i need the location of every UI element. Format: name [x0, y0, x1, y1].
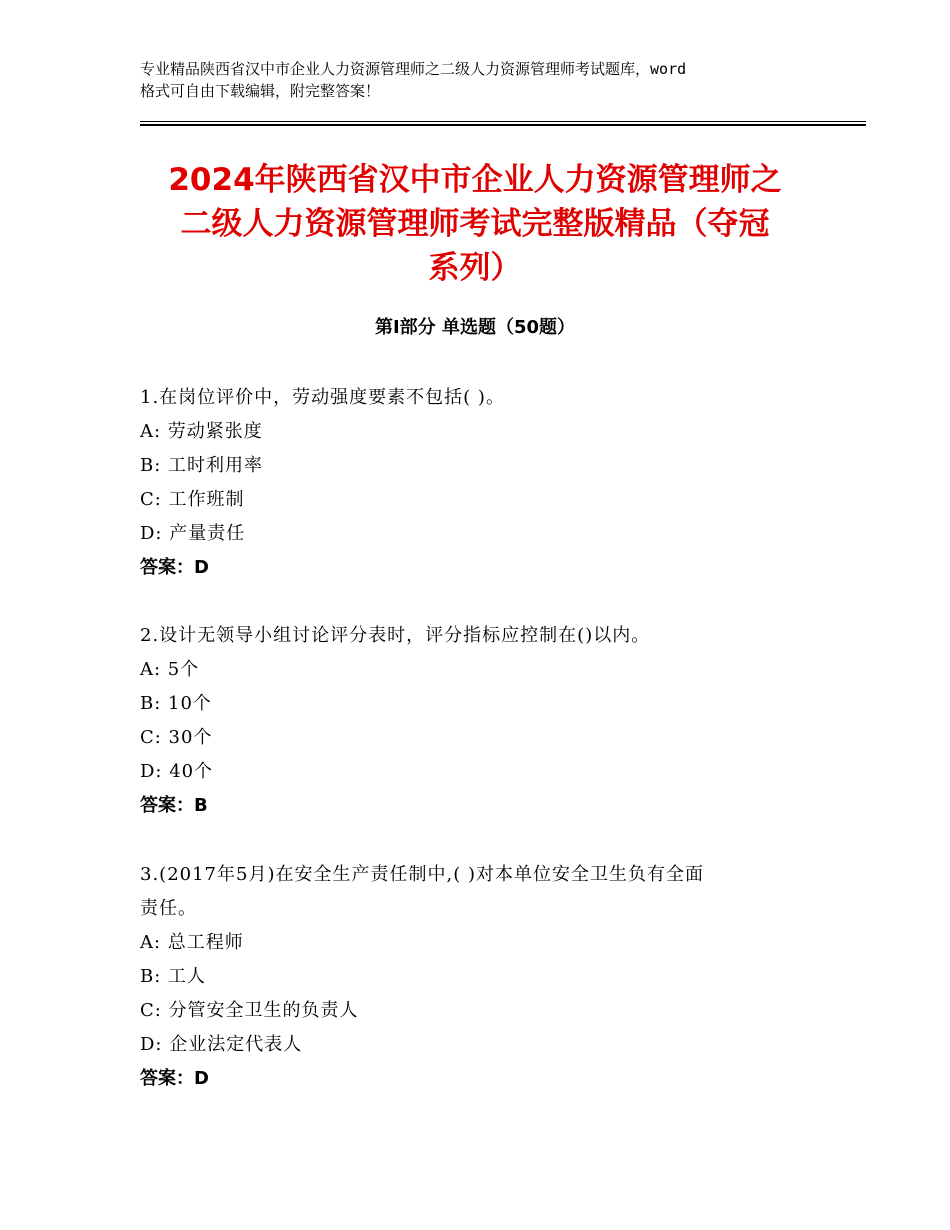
question-stem-line-1: 3.(2017年5月)在安全生产责任制中,( )对本单位安全卫生负有全面 — [140, 864, 704, 885]
option-a: A: 劳动紧张度 — [140, 421, 263, 442]
header-note — [140, 58, 830, 102]
option-b: B: 工人 — [140, 966, 207, 987]
option-a: A: 总工程师 — [140, 932, 244, 953]
document-title-line-2: 二级人力资源管理师考试完整版精品（夺冠 — [180, 206, 770, 242]
document-title-line-1: 2024年陕西省汉中市企业人力资源管理师之 — [168, 162, 782, 198]
header-rule-thick — [140, 124, 866, 126]
option-d: D: 40个 — [140, 761, 214, 782]
header-note-line-1: 专业精品陕西省汉中市企业人力资源管理师之二级人力资源管理师考试题库，word — [140, 60, 687, 78]
option-c: C: 30个 — [140, 727, 213, 748]
option-d: D: 产量责任 — [140, 523, 246, 544]
answer: 答案：D — [140, 1068, 209, 1089]
answer: 答案：B — [140, 795, 208, 816]
question-1 — [140, 381, 820, 585]
question-2 — [140, 619, 820, 823]
document-title-line-3: 系列） — [428, 250, 522, 286]
option-c: C: 工作班制 — [140, 489, 245, 510]
question-stem: 1.在岗位评价中，劳动强度要素不包括( )。 — [140, 387, 505, 408]
question-stem: 2.设计无领导小组讨论评分表时，评分指标应控制在()以内。 — [140, 625, 651, 646]
document-title — [120, 158, 830, 290]
option-d: D: 企业法定代表人 — [140, 1034, 303, 1055]
header-note-line-2: 格式可自由下载编辑，附完整答案！ — [140, 82, 381, 100]
option-b: B: 10个 — [140, 693, 212, 714]
option-c: C: 分管安全卫生的负责人 — [140, 1000, 359, 1021]
answer: 答案：D — [140, 557, 209, 578]
header-rule-thin — [140, 121, 866, 122]
option-b: B: 工时利用率 — [140, 455, 264, 476]
option-a: A: 5个 — [140, 659, 200, 680]
question-stem-line-2: 责任。 — [140, 898, 197, 919]
section-title: 第Ⅰ部分 单选题（50题） — [374, 317, 575, 338]
question-3 — [140, 858, 820, 1096]
